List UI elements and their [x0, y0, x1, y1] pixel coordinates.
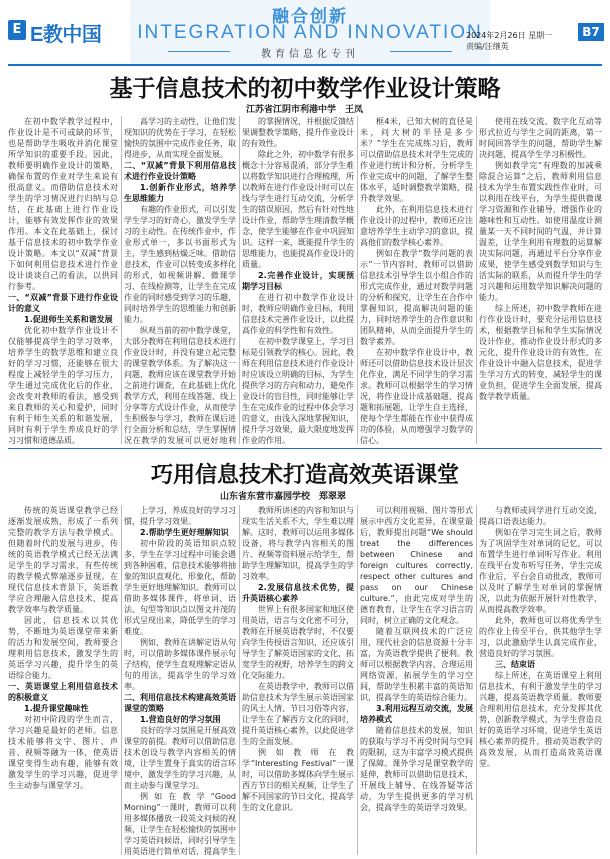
paragraph: 综上所述，在英语课堂上利用信息技术，有利于激发学生的学习兴趣，提高英语教学质量。教师要合理利用信息技术，充分发挥其优势，创新教学模式，为学生营造良好的英语学习环境，促进学生英语核心素养的提升，推动英语教学的高效发展，从而打造高效英语课堂。: [479, 671, 602, 768]
column-divider: [357, 505, 358, 855]
paragraph: 良好的学习氛围是开展高效课堂的前提。教师可以借助信息技术创设与教学内容相关的情境，让学生置身于真实的语言环境中，激发学生的学习兴趣，从而主动参与课堂学习。: [124, 726, 236, 790]
paragraph: 综上所述，初中数学教师在进行作业设计时，要充分运用信息技术，根据教学目标和学生实际情况设计作业，推动作业设计形式的多元化，提升作业设计的有效性，在作业设计中融入信息技术，促进学生学习方式的转变，减轻学生的课业负担，促进学生全面发展，提高数学教学质量。: [479, 304, 602, 401]
section-heading: 二、“双减”背景下利用信息技术进行作业设计策略: [124, 161, 236, 181]
column-divider: [476, 505, 477, 855]
article2-title: 巧用信息技术打造高效英语课堂: [150, 463, 459, 488]
article1-column-1: [8, 116, 118, 444]
column-divider: [239, 116, 240, 444]
article1-column-5: [479, 116, 602, 444]
section-heading: 二、利用信息技术构建高效英语课堂的策略: [124, 693, 236, 713]
column-divider: [357, 116, 358, 444]
paragraph: 在初中数学教学过程中，作业设计是不可或缺的环节，也是帮助学生吸收并消化课堂所学知识的重要手段。因此，教师要明确作业设计的策略，确保布置的作业对学生来说有很高意义。而借助信息技术对学生的学习情况进行归纳与总结，在此基础上进行作业设计，能够有效发挥作业的效果作用。本文在此基础上，探讨基于信息技术的初中数学作业设计策略。本文以“双减”背景下如何利用信息技术进行作业设计谈谈自己的看法，以供同行参考。: [8, 117, 118, 291]
section-heading: 1.提升课堂趣味性: [24, 704, 89, 713]
masthead-rule: [8, 64, 602, 66]
paragraph: 上学习，养成良好的学习习惯，提升学习效果。: [124, 506, 236, 526]
logo-text: E教中国: [30, 24, 102, 46]
paragraph: 随着互联网技术的广泛应用，现代社会的信息资源十分丰富，为英语教学提供了便利。教师可以根据教学内容，合理运用网络资源，拓展学生的学习空间，帮助学生积累丰富的英语知识，提高学生的英语综合能力。: [360, 627, 473, 702]
column-divider: [121, 116, 122, 444]
paragraph: 纵观当前的初中数学课堂，大部分教师在利用信息技术进行作业设计时，并没有建立起完整的课堂教学体系。为了解决这一问题，教师应该在课堂教学开始之前进行调查，在此基础上优化教学方式，利用在线答题、线上分享等方式设计作业，从而使学生积极参与学习，教师在课后进行全面分析和总结，学生掌握情况在教学的发展可以更好地利: [124, 326, 236, 444]
paragraph: 例如教学完“有理数的加减乘除混合运算”之后，教师利用信息技术为学生布置实践性作业时，可以利用在线平台，为学生提供微课学习资源和作业辅导，增强作业的趣味性和互动性。如使用温度计测量某一天不同时间的气温，并计算温差，让学生利用有理数的运算解决实际问题，再通过平台分享作业成果，使学生感受到数学知识与生活实际的联系，从而提升学生的学习兴趣和运用数学知识解决问题的能力。: [479, 161, 602, 302]
section-title-cn: 融合创新: [272, 7, 348, 27]
paragraph: 框4米，已知大树的直径是米，问大树的半径是多少米？”学生在完成练习后，教师可以借助信息技术对学生完成的作业进行统计和分析，分析学生作业完成中的问题，了解学生整体水平，适时调整教学策略，提升教学效果。: [360, 117, 473, 203]
issue-meta: [466, 30, 552, 52]
paragraph: 除此之外，初中数学有很多概念十分容易混淆，部分学生难以将数学知识进行合理梳理，所以教师在进行作业设计时可以在线与学生进行互动交流，分析学生的错误原因，然后有针对性地设计作业，帮助学生理清数学概念，使学生能够在作业中巩固知识。这样一来，既能提升学生的思维能力，也能提高作业设计的质量。: [242, 150, 354, 269]
article1-byline: 江苏省江阴市利港中学 王凤: [246, 105, 364, 115]
issue-weekday: 星期一: [528, 31, 553, 40]
paragraph: 在初中数学课堂上，学习目标是引领教学的核心。因此，教师在利用信息技术进行作业设计时应该设立明确的目标，为学生提供学习的方向和动力，避免作业设计的盲目性，同时能够让学生在完成作业的过程中体会学习的意义，由浅入深地掌握知识，提升学习效果，最大限度地发挥作业的作用。: [242, 337, 354, 444]
paragraph: 此外，在利用信息技术进行作业设计的过程中，教师还应注意培养学生主动学习的意识，提高他们的数学核心素养。: [360, 205, 473, 247]
article2-column-2: [124, 505, 236, 855]
article2-column-5: [479, 505, 602, 855]
issue-editor: 责编/汪继英: [466, 42, 509, 51]
paragraph: 世界上有很多国家和地区使用英语，语言与文化密不可分，教师在开展英语教学时，不仅要向学生传授语言知识，还应该引导学生了解英语国家的文化，拓宽学生的视野，培养学生的跨文化交际能力。: [242, 605, 354, 680]
section-title-en: INTEGRATION AND INNOVATION: [137, 22, 483, 43]
paragraph: 的掌握情况，并根据反馈结果调整教学策略，提升作业设计的有效性。: [242, 117, 354, 148]
paragraph: 例如在学习完生词之后，教师为了巩固学生对单词的记忆，可以布置学生进行单词听写作业。利用在线平台发布听写任务，学生完成作业后，平台会自动批改，教师可以及时了解学生对单词的掌握情况，以此为依据开展针对性教学，从而提高教学效率。: [479, 528, 602, 614]
logo-mark: E: [8, 20, 26, 40]
page-number: B7: [578, 23, 604, 41]
section-heading: 1.创新作业形式，培养学生思维能力: [124, 183, 236, 203]
paragraph: 例如在教学“数学问题的表示”一节内容时，教师可以借助信息技术引导学生以小组合作的形式完成作业，通过对数学问题的分析和探究，让学生在合作中掌握知识，提高解决问题的能力，同时培养学生的合作意识和团队精神，从而全面提升学生的数学素养。: [360, 249, 473, 346]
section-heading: 1.促进师生关系和谐发展: [24, 315, 113, 324]
paragraph: 在进行初中数学作业设计时，教师应明确作业目标，利用信息技术完善作业设计，以此提高作业的科学性和有效性。: [242, 293, 354, 335]
article2-column-3: [242, 505, 354, 855]
paragraph: 优化初中数学作业设计不仅能够提高学生的学习效率，培养学生的数学思维和建立良好的学习习惯，还能够在很大程度上减轻学生的学习压力，学生通过完成优化后的作业，会改变对教师的看法，感受到来自教师的关心和爱护，同时有利于师生关系的和谐发展，同时有利于学生养成良好的学习习惯和道德品质。: [8, 326, 118, 444]
column-divider: [239, 505, 240, 855]
paragraph: 可以利用视频、图片等形式展示中西方文化差异，在课堂最后，教师提出问题“We should treat the differences between Chinese and foreign cultures correctly, respect other cultures and pass on our Chinese culture.”，由此完成对学生的德育教育，让学生在学习语言的同时，树立正确的文化观念。: [360, 506, 473, 625]
section-heading: 一、英语课堂上利用信息技术的积极意义: [8, 682, 118, 702]
article2-column-1: [8, 505, 118, 855]
issue-date: 2024年2月26日: [466, 31, 526, 40]
paragraph: 高学习的主动性，让他们发现知识的优势在于学习，在轻松愉快的氛围中完成作业任务，取得进步，从而实现全面发展。: [124, 117, 236, 159]
paragraph: 与教师或同学进行互动交流，提高口语表达能力。: [479, 506, 602, 526]
section-heading: 1.营造良好的学习氛围: [140, 715, 221, 724]
paragraph: 在初中数学作业设计中，教师还可以借助信息技术设计层次化作业，满足不同学生的学习需求。教师可以根据学生的学习情况，将作业设计成基础题、提高题和拓展题，让学生自主选择，使每个学生都能在作业中获得成功的体验，从而增强学习数学的信心。: [360, 348, 473, 444]
paragraph: 有趣的作业形式，可以引发学生学习的好奇心，激发学生学习的主动性。在传统作业中，作业形式单一，多以书面形式为主，学生感到枯燥乏味。借助信息技术，作业可以转变成多样化的形式，如视频讲解、微课学习、在线检测等，让学生在完成作业的同时感受到学习的乐趣，同时培养学生的思维能力和创新能力。: [124, 205, 236, 324]
article2-column-4: [360, 505, 473, 855]
article-divider: [8, 448, 602, 449]
article1-column-3: [242, 116, 354, 444]
paragraph: 初中阶段的英语知识点较多，学生在学习过程中可能会遇到各种困难，信息技术能够将抽象的知识直观化、形象化，帮助学生更好地理解知识。教师可以借助多媒体课件，将单词、语法、句型等知识点以图文并茂的形式呈现出来，降低学生的学习难度。: [124, 539, 236, 636]
subsection-title: 教育信息化专刊: [261, 49, 359, 60]
section-heading: 2.帮助学生更好理解知识: [140, 528, 229, 537]
column-divider: [476, 116, 477, 444]
article1-column-4: [360, 116, 473, 444]
paragraph: 例如教师在教学“Interesting Festival”一课时，可以借助多媒体向学生展示西方节日的相关视频，让学生了解不同国家的节日文化，提高学生的文化意识。: [242, 748, 354, 812]
paragraph: 对初中阶段的学生而言，学习兴趣是最好的老师。信息技术能够将文字、图片、声音、视频等融为一体，使英语课堂变得生动有趣，能够有效激发学生的学习兴趣，促进学生主动参与课堂学习。: [8, 715, 118, 790]
paragraph: 例如在教学“Good Morning”一课时，教师可以利用多媒体播放一段英文问候的视频，让学生在轻松愉快的氛围中学习英语问候语，同时引导学生用英语进行简单对话，提高学生: [124, 792, 236, 855]
article2-byline: 山东省东营市嘉园学校 郑翠翠: [220, 492, 347, 502]
section-heading: 3.利用远程互动交流，发展培养模式: [360, 704, 473, 724]
subsection-rule-right: [390, 51, 452, 52]
paragraph: 此外，教师也可以将优秀学生的作业上传至平台，供其他学生学习，以此激励学生认真完成作业，营造良好的学习氛围。: [479, 616, 602, 658]
paragraph: 在英语教学中，教师可以借助信息技术为学生展示英语国家的风土人情、节日习俗等内容，让学生在了解西方文化的同时，提升英语核心素养，以此促进学生的全面发展。: [242, 682, 354, 746]
paragraph: 教师所讲述的内容和知识与现实生活关系不大，学生难以理解。这时，教师可以运用多媒体设备，将与教学内容相关的图片、视频等资料展示给学生，帮助学生理解知识，提高学生的学习效率。: [242, 506, 354, 581]
column-divider: [121, 505, 122, 855]
section-heading: 2.完善作业设计，实现预期学习目标: [242, 271, 354, 291]
paragraph: 传统的英语课堂教学已经逐渐发展成熟，形成了一系列完整的教学方法与教学模式。但随着时代的发展与进步，传统的英语教学模式已经无法满足学生的学习需求，有些传统的教学模式弊端逐步显现。在现代信息技术背景下，英语教学应合理融入信息技术，提高教学效率与教学质量。: [8, 506, 118, 614]
paragraph: 随着信息技术的发展，知识的获取与学习不再受时间与空间的限制，这为丰富学习模式提供了保障。课外学习是课堂教学的延伸，教师可以借助信息技术，开展线上辅导、在线答疑等活动，为学生提供更多的学习机会，提高学生的英语学习效果。: [360, 726, 473, 812]
section-heading: 2.发展信息技术优势，提升英语核心素养: [242, 583, 354, 603]
paragraph: 因此，信息技术以其优势，不断地为英语课堂带来新的活力和发展空间，教师要合理利用信息技术，激发学生的英语学习兴趣，提升学生的英语综合能力。: [8, 616, 118, 680]
paragraph: 使用在线交流、数字化互动等形式拉近与学生之间的距离，第一时间回答学生的问题，帮助学生解决问题，提高学生学习积极性。: [479, 117, 602, 159]
article1-column-2: [124, 116, 236, 444]
paragraph: 例如，教师在讲解定语从句时，可以借助多媒体课件展示句子结构，使学生直观理解定语从句的用法，提高学生的学习效率。: [124, 638, 236, 691]
section-heading: 三、结束语: [495, 660, 535, 669]
section-heading: 一、“双减”背景下进行作业设计的意义: [8, 293, 118, 313]
article1-title: 基于信息技术的初中数学作业设计策略: [109, 76, 501, 102]
